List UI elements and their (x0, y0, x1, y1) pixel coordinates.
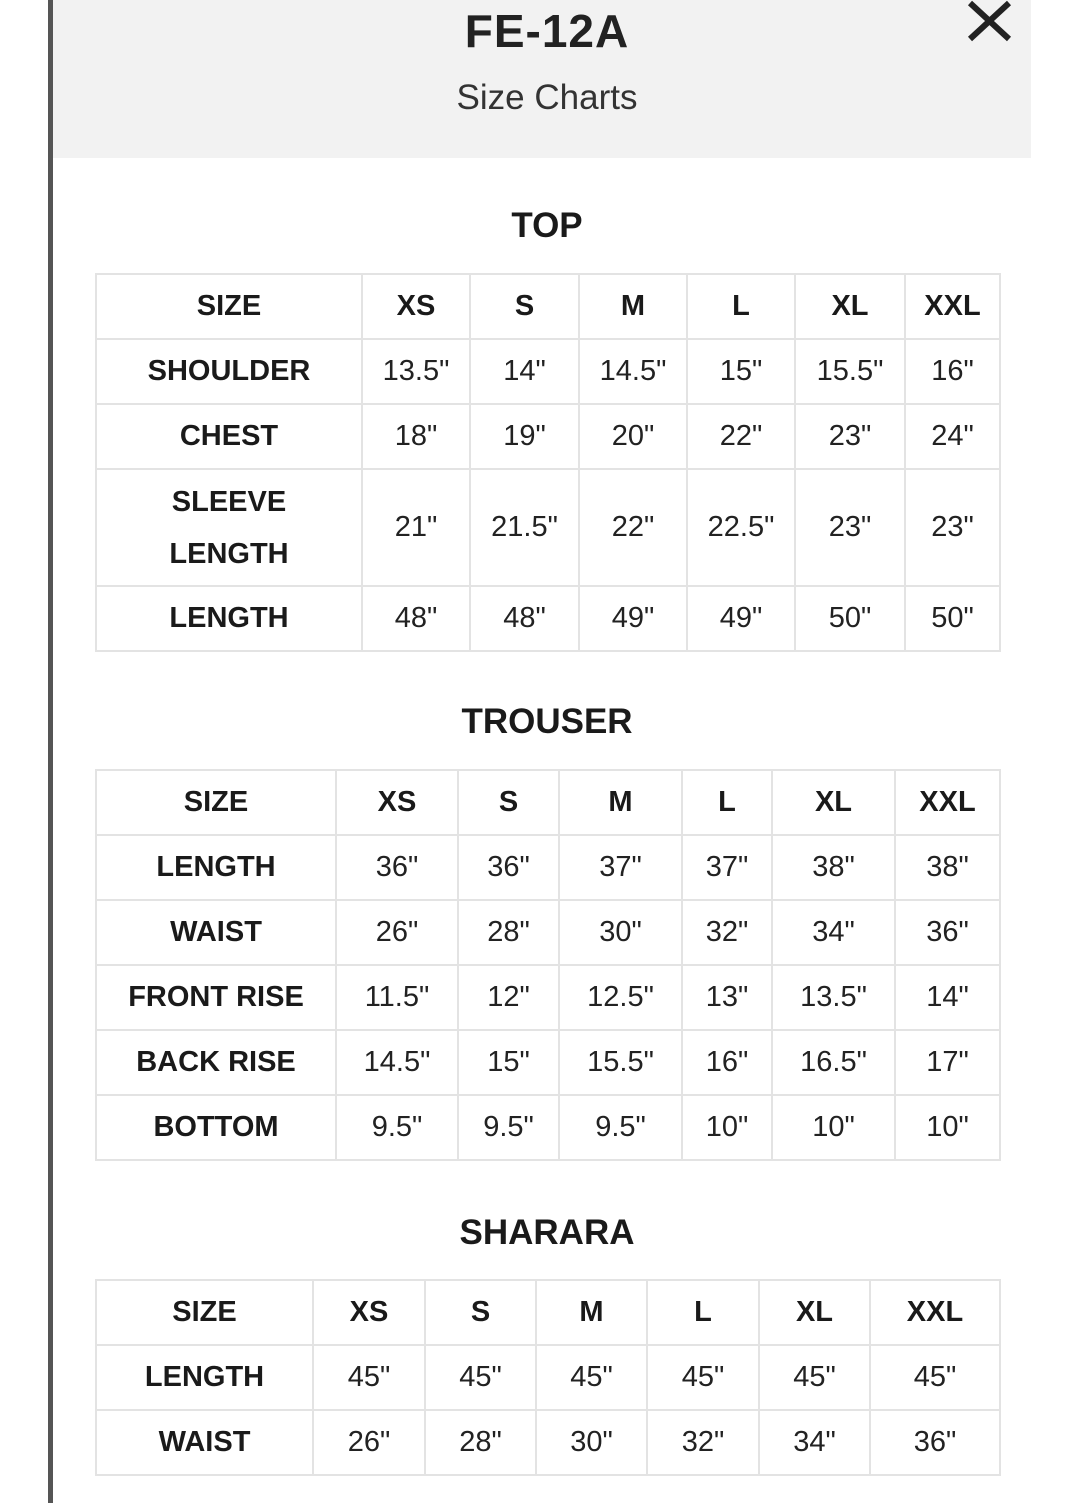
column-header-xs: XS (336, 770, 458, 835)
row-label-line: LENGTH (169, 537, 289, 570)
column-header-size: SIZE (96, 770, 336, 835)
table-cell: 48" (470, 586, 579, 651)
table-cell: 30" (536, 1410, 647, 1475)
row-label-chest: CHEST (96, 404, 362, 469)
table-header-row (96, 770, 1000, 835)
column-header-s: S (425, 1280, 536, 1345)
table-cell: 16" (905, 339, 1000, 404)
row-label-shoulder: SHOULDER (96, 339, 362, 404)
table-cell: 22" (579, 469, 687, 586)
table-cell: 32" (682, 900, 772, 965)
column-header-xxl: XXL (905, 274, 1000, 339)
table-cell: 37" (682, 835, 772, 900)
column-header-xxl: XXL (895, 770, 1000, 835)
table-row (96, 1345, 1000, 1410)
table-cell: 34" (772, 900, 895, 965)
column-header-s: S (458, 770, 559, 835)
table-cell: 15.5" (559, 1030, 682, 1095)
table-cell: 28" (458, 900, 559, 965)
row-label-line: SLEEVE (171, 485, 287, 518)
table-cell: 45" (425, 1345, 536, 1410)
table-cell: 9.5" (336, 1095, 458, 1160)
table-cell: 11.5" (336, 965, 458, 1030)
table-cell: 16.5" (772, 1030, 895, 1095)
table-cell: 49" (579, 586, 687, 651)
table-cell: 38" (895, 835, 1000, 900)
table-row (96, 900, 1000, 965)
table-cell: 14.5" (336, 1030, 458, 1095)
size-chart-modal (53, 0, 1031, 1503)
table-cell: 26" (313, 1410, 425, 1475)
row-label-back-rise: BACK RISE (96, 1030, 336, 1095)
table-cell: 34" (759, 1410, 870, 1475)
table-cell: 28" (425, 1410, 536, 1475)
column-header-l: L (687, 274, 795, 339)
column-header-m: M (579, 274, 687, 339)
table-cell: 9.5" (559, 1095, 682, 1160)
table-cell: 50" (795, 586, 905, 651)
column-header-xs: XS (362, 274, 470, 339)
row-label-sleeve-length (96, 469, 362, 586)
trouser-section-title: TROUSER (461, 702, 633, 741)
column-header-l: L (647, 1280, 759, 1345)
table-cell: 12.5" (559, 965, 682, 1030)
row-label-length: LENGTH (96, 1345, 313, 1410)
column-header-xl: XL (759, 1280, 870, 1345)
table-cell: 37" (559, 835, 682, 900)
row-label-length: LENGTH (96, 835, 336, 900)
table-cell: 12" (458, 965, 559, 1030)
table-cell: 14" (470, 339, 579, 404)
row-label-length: LENGTH (96, 586, 362, 651)
table-cell: 45" (759, 1345, 870, 1410)
table-cell: 20" (579, 404, 687, 469)
table-row (96, 339, 1000, 404)
table-row (96, 835, 1000, 900)
table-cell: 49" (687, 586, 795, 651)
table-cell: 10" (682, 1095, 772, 1160)
table-cell: 38" (772, 835, 895, 900)
table-cell: 36" (458, 835, 559, 900)
table-cell: 23" (795, 404, 905, 469)
top-section-title: TOP (511, 206, 583, 245)
close-icon (965, 0, 1015, 44)
table-row (96, 1095, 1000, 1160)
table-cell: 18" (362, 404, 470, 469)
table-cell: 45" (870, 1345, 1000, 1410)
table-cell: 15" (458, 1030, 559, 1095)
table-row (96, 965, 1000, 1030)
table-row (96, 1410, 1000, 1475)
table-cell: 21" (362, 469, 470, 586)
table-cell: 48" (362, 586, 470, 651)
row-label-waist: WAIST (96, 900, 336, 965)
table-cell: 19" (470, 404, 579, 469)
table-cell: 10" (895, 1095, 1000, 1160)
column-header-m: M (559, 770, 682, 835)
table-cell: 14" (895, 965, 1000, 1030)
table-cell: 13" (682, 965, 772, 1030)
table-header-row (96, 274, 1000, 339)
sharara-size-table (95, 1279, 1001, 1476)
product-code-title: FE-12A (464, 5, 630, 57)
table-row (96, 404, 1000, 469)
table-row (96, 586, 1000, 651)
column-header-xl: XL (795, 274, 905, 339)
size-charts-subtitle: Size Charts (456, 78, 638, 117)
table-cell: 45" (313, 1345, 425, 1410)
table-cell: 26" (336, 900, 458, 965)
modal-header (53, 0, 1031, 158)
table-cell: 45" (536, 1345, 647, 1410)
table-cell: 15.5" (795, 339, 905, 404)
table-cell: 45" (647, 1345, 759, 1410)
table-cell: 15" (687, 339, 795, 404)
table-cell: 22.5" (687, 469, 795, 586)
table-cell: 17" (895, 1030, 1000, 1095)
table-cell: 32" (647, 1410, 759, 1475)
column-header-m: M (536, 1280, 647, 1345)
trouser-size-table (95, 769, 1001, 1161)
close-button[interactable] (965, 0, 1015, 44)
table-row (96, 1030, 1000, 1095)
table-cell: 36" (336, 835, 458, 900)
column-header-s: S (470, 274, 579, 339)
table-cell: 24" (905, 404, 1000, 469)
table-cell: 13.5" (772, 965, 895, 1030)
sharara-section-title: SHARARA (459, 1213, 635, 1252)
table-cell: 14.5" (579, 339, 687, 404)
column-header-xs: XS (313, 1280, 425, 1345)
table-cell: 13.5" (362, 339, 470, 404)
table-cell: 50" (905, 586, 1000, 651)
column-header-xxl: XXL (870, 1280, 1000, 1345)
table-cell: 36" (895, 900, 1000, 965)
column-header-l: L (682, 770, 772, 835)
top-size-table (95, 273, 1001, 652)
table-cell: 16" (682, 1030, 772, 1095)
column-header-size: SIZE (96, 274, 362, 339)
table-cell: 22" (687, 404, 795, 469)
row-label-front-rise: FRONT RISE (96, 965, 336, 1030)
table-cell: 30" (559, 900, 682, 965)
table-cell: 36" (870, 1410, 1000, 1475)
table-header-row (96, 1280, 1000, 1345)
row-label-bottom: BOTTOM (96, 1095, 336, 1160)
table-cell: 23" (905, 469, 1000, 586)
column-header-xl: XL (772, 770, 895, 835)
table-cell: 10" (772, 1095, 895, 1160)
row-label-waist: WAIST (96, 1410, 313, 1475)
table-row (96, 469, 1000, 586)
table-cell: 9.5" (458, 1095, 559, 1160)
column-header-size: SIZE (96, 1280, 313, 1345)
table-cell: 23" (795, 469, 905, 586)
table-cell: 21.5" (470, 469, 579, 586)
